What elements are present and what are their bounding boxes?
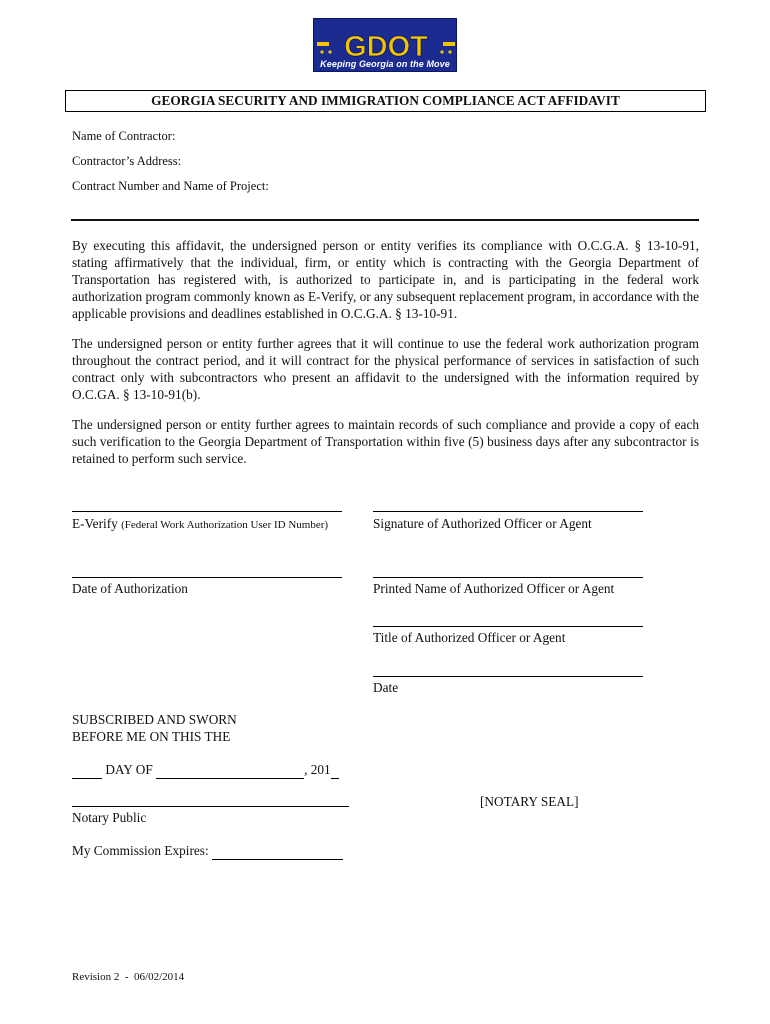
- contractor-name-label: Name of Contractor:: [72, 129, 176, 143]
- sworn-statement-line1: SUBSCRIBED AND SWORN: [72, 712, 237, 727]
- commission-expires-blank: [212, 843, 343, 860]
- signature-line: [373, 511, 643, 512]
- notary-signature-line: [72, 806, 349, 807]
- affidavit-paragraph-3: The undersigned person or entity further agrees to maintain records of such compliance and provide a copy of each such verification to the Georgia Department of Transportation within five (5) business days after any subcontractor is retained to perform such service.: [72, 417, 699, 466]
- everify-label-main: E-Verify: [72, 516, 118, 531]
- officer-title-label: Title of Authorized Officer or Agent: [373, 630, 566, 645]
- day-blank: [72, 762, 102, 779]
- notary-seal-placeholder: [NOTARY SEAL]: [480, 794, 579, 809]
- date-of-authorization-label: Date of Authorization: [72, 581, 188, 596]
- section-divider: [71, 219, 699, 221]
- sworn-statement-line2: BEFORE ME ON THIS THE: [72, 729, 231, 744]
- everify-id-line: [72, 511, 342, 512]
- printed-name-label: Printed Name of Authorized Officer or Agent: [373, 581, 615, 596]
- gdot-logo: [313, 18, 457, 72]
- affidavit-paragraph-1: By executing this affidavit, the undersigned person or entity verifies its compliance with O.C.G.A. § 13-10-91, stating affirmatively that the individual, firm, or entity which is contracting with the Georgia Department of Transportation has registered with, is authorized to participate in, and is participating in the federal work authorization program commonly known as E-Verify, or any subsequent replacement program, in accordance with the applicable provisions and deadlines established in O.C.G.A. § 13-10-91.: [72, 238, 699, 321]
- officer-title-line: [373, 626, 643, 627]
- month-blank: [156, 762, 304, 779]
- revision-footer: Revision 2 - 06/02/2014: [72, 971, 185, 983]
- logo-tagline: Keeping Georgia on the Move: [320, 59, 450, 69]
- commission-expires-label: My Commission Expires:: [72, 843, 209, 858]
- signature-label: Signature of Authorized Officer or Agent: [373, 516, 592, 531]
- notary-public-label: Notary Public: [72, 810, 147, 825]
- year-blank: [331, 762, 339, 779]
- everify-label-note: (Federal Work Authorization User ID Number): [121, 519, 329, 531]
- date-of-authorization-line: [72, 577, 342, 578]
- printed-name-line: [373, 577, 643, 578]
- date-label: Date: [373, 680, 399, 695]
- date-line: [373, 676, 643, 677]
- everify-id-label: [72, 516, 328, 532]
- logo-wordmark: GDOT: [344, 31, 428, 63]
- day-of-label: DAY OF: [105, 762, 153, 777]
- year-prefix: , 201: [304, 762, 331, 777]
- contract-number-label: Contract Number and Name of Project:: [72, 179, 269, 193]
- sworn-date-line: [72, 762, 339, 779]
- affidavit-paragraph-2: The undersigned person or entity further agrees that it will continue to use the federal work authorization program throughout the contract period, and it will contract for the physical performance of services in satisfaction of such contract only with subcontractors who present an affidavit to the undersigned with the information required by O.C.GA. § 13-10-91(b).: [72, 336, 699, 402]
- contractor-address-label: Contractor’s Address:: [72, 154, 182, 168]
- document-title: GEORGIA SECURITY AND IMMIGRATION COMPLIANCE ACT AFFIDAVIT: [65, 90, 706, 112]
- commission-expires-field: [72, 843, 343, 860]
